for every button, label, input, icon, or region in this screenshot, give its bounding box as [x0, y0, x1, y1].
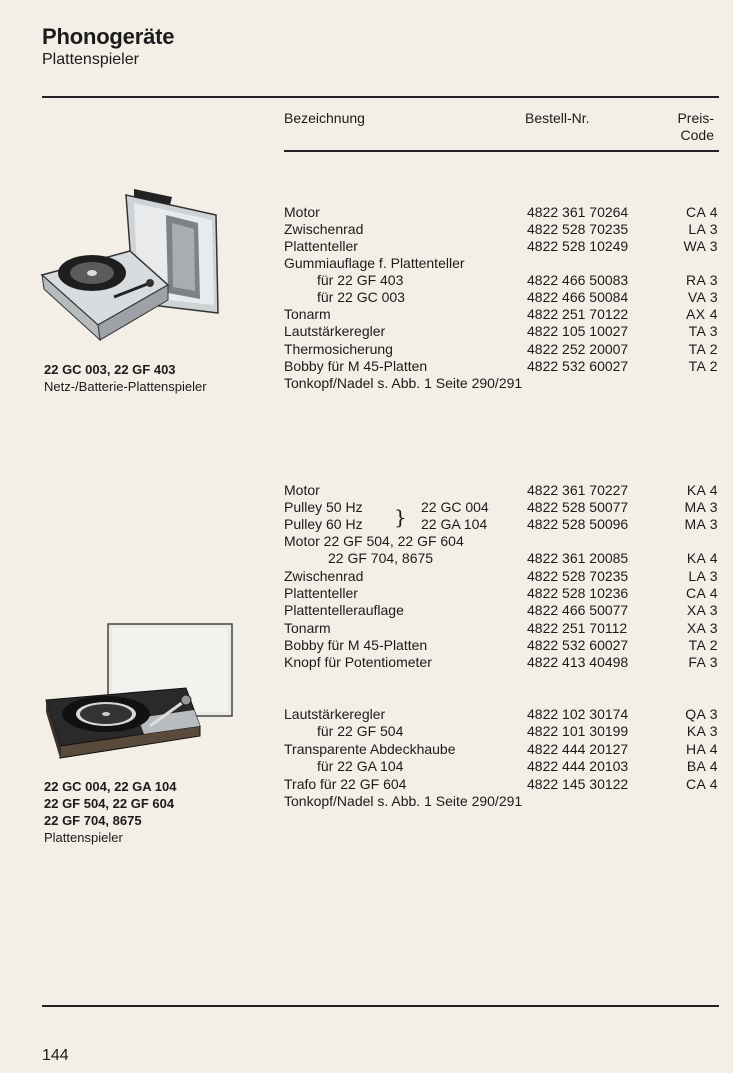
- part-name: Motor: [284, 204, 320, 220]
- order-number: 4822 528 70235: [527, 221, 629, 237]
- price-code: BA 4: [686, 758, 718, 774]
- part-name: Plattenteller: [284, 238, 358, 254]
- part-name: Zwischenrad: [284, 568, 364, 584]
- part-name: Plattenteller: [284, 585, 358, 601]
- price-code: CA 4: [686, 776, 718, 792]
- order-number: 4822 252 20007: [527, 341, 629, 357]
- order-number: 4822 361 70264: [527, 204, 629, 220]
- part-name: Motor 22 GF 504, 22 GF 604: [284, 533, 464, 549]
- price-code: LA 3: [688, 221, 718, 237]
- price-code: MA 3: [684, 516, 718, 532]
- order-number: 4822 444 20127: [527, 741, 629, 757]
- part-name: Pulley 50 Hz: [284, 499, 363, 515]
- order-number: 4822 528 70235: [527, 568, 629, 584]
- page-title: Phonogeräte: [42, 24, 175, 49]
- page-subtitle: Plattenspieler: [42, 51, 139, 68]
- part-name: für 22 GF 504: [317, 723, 404, 739]
- section2-models-3: 22 GF 704, 8675: [44, 813, 142, 828]
- price-code: KA 4: [686, 550, 718, 566]
- price-code: HA 4: [686, 741, 718, 757]
- portable-record-player-illustration: [38, 175, 238, 357]
- price-code: QA 3: [685, 706, 718, 722]
- section2-models-1: 22 GC 004, 22 GA 104: [44, 779, 177, 794]
- order-number: 4822 444 20103: [527, 758, 629, 774]
- section1-models: 22 GC 003, 22 GF 403: [44, 362, 176, 377]
- price-code: WA 3: [683, 238, 718, 254]
- price-code: XA 3: [686, 620, 718, 636]
- part-name: Lautstärkeregler: [284, 706, 386, 722]
- part-name: Pulley 60 Hz: [284, 516, 363, 532]
- part-name: Trafo für 22 GF 604: [284, 776, 407, 792]
- part-name: für 22 GC 003: [317, 289, 405, 305]
- page-number: 144: [42, 1047, 69, 1064]
- part-name: Gummiauflage f. Plattenteller: [284, 255, 465, 271]
- section1-description: Netz-/Batterie-Plattenspieler: [44, 379, 207, 394]
- price-code: FA 3: [688, 654, 718, 670]
- order-number: 4822 145 30122: [527, 776, 629, 792]
- price-code: KA 4: [686, 482, 718, 498]
- order-number: 4822 532 60027: [527, 637, 629, 653]
- part-name: Motor: [284, 482, 320, 498]
- part-name: Thermosicherung: [284, 341, 393, 357]
- part-name: für 22 GA 104: [317, 758, 404, 774]
- part-name: Tonarm: [284, 306, 331, 322]
- price-code: TA 2: [688, 341, 718, 357]
- price-code: MA 3: [684, 499, 718, 515]
- grouping-brace: }: [394, 505, 407, 529]
- order-number: 4822 528 10236: [527, 585, 629, 601]
- order-number: 4822 101 30199: [527, 723, 629, 739]
- price-code: KA 3: [686, 723, 718, 739]
- part-name: Tonarm: [284, 620, 331, 636]
- reference-note: Tonkopf/Nadel s. Abb. 1 Seite 290/291: [284, 793, 523, 809]
- order-number: 4822 466 50083: [527, 272, 629, 288]
- price-code: XA 3: [686, 602, 718, 618]
- order-number: 4822 361 20085: [527, 550, 629, 566]
- part-name: Zwischenrad: [284, 221, 364, 237]
- part-name: Transparente Abdeckhaube: [284, 741, 456, 757]
- reference-note: Tonkopf/Nadel s. Abb. 1 Seite 290/291: [284, 375, 523, 391]
- column-header-order: Bestell-Nr.: [525, 110, 590, 126]
- price-code: AX 4: [686, 306, 718, 322]
- record-player-with-lid-illustration: [38, 620, 238, 770]
- column-header-price-line1: Preis-: [677, 110, 714, 126]
- section2-caption: [44, 778, 177, 846]
- column-header-price: [660, 110, 714, 144]
- model-number: 22 GC 004: [421, 499, 489, 515]
- order-number: 4822 528 50096: [527, 516, 629, 532]
- order-number: 4822 251 70122: [527, 306, 629, 322]
- price-code: TA 2: [688, 637, 718, 653]
- price-code: CA 4: [686, 585, 718, 601]
- price-code: RA 3: [686, 272, 718, 288]
- column-header-name: Bezeichnung: [284, 110, 365, 126]
- order-number: 4822 413 40498: [527, 654, 629, 670]
- model-number: 22 GA 104: [421, 516, 488, 532]
- order-number: 4822 251 70112: [527, 620, 628, 636]
- order-number: 4822 105 10027: [527, 323, 629, 339]
- part-name: Bobby für M 45-Platten: [284, 358, 428, 374]
- column-header-price-line2: Code: [680, 127, 714, 143]
- order-number: 4822 102 30174: [527, 706, 629, 722]
- part-name: Knopf für Potentiometer: [284, 654, 432, 670]
- order-number: 4822 528 10249: [527, 238, 629, 254]
- price-code: TA 2: [688, 358, 718, 374]
- price-code: TA 3: [688, 323, 718, 339]
- order-number: 4822 532 60027: [527, 358, 629, 374]
- order-number: 4822 466 50077: [527, 602, 629, 618]
- part-name: Plattentellerauflage: [284, 602, 404, 618]
- section2-description: Plattenspieler: [44, 830, 123, 845]
- order-number: 4822 466 50084: [527, 289, 629, 305]
- price-code: CA 4: [686, 204, 718, 220]
- section2-models-2: 22 GF 504, 22 GF 604: [44, 796, 175, 811]
- part-name: Bobby für M 45-Platten: [284, 637, 428, 653]
- top-divider: [42, 96, 719, 98]
- section1-caption: [44, 361, 207, 395]
- header-divider: [284, 150, 719, 152]
- part-name: für 22 GF 403: [317, 272, 404, 288]
- part-name: 22 GF 704, 8675: [328, 550, 434, 566]
- price-code: VA 3: [687, 289, 718, 305]
- order-number: 4822 528 50077: [527, 499, 629, 515]
- price-code: LA 3: [688, 568, 718, 584]
- bottom-divider: [42, 1005, 719, 1007]
- order-number: 4822 361 70227: [527, 482, 629, 498]
- part-name: Lautstärkeregler: [284, 323, 386, 339]
